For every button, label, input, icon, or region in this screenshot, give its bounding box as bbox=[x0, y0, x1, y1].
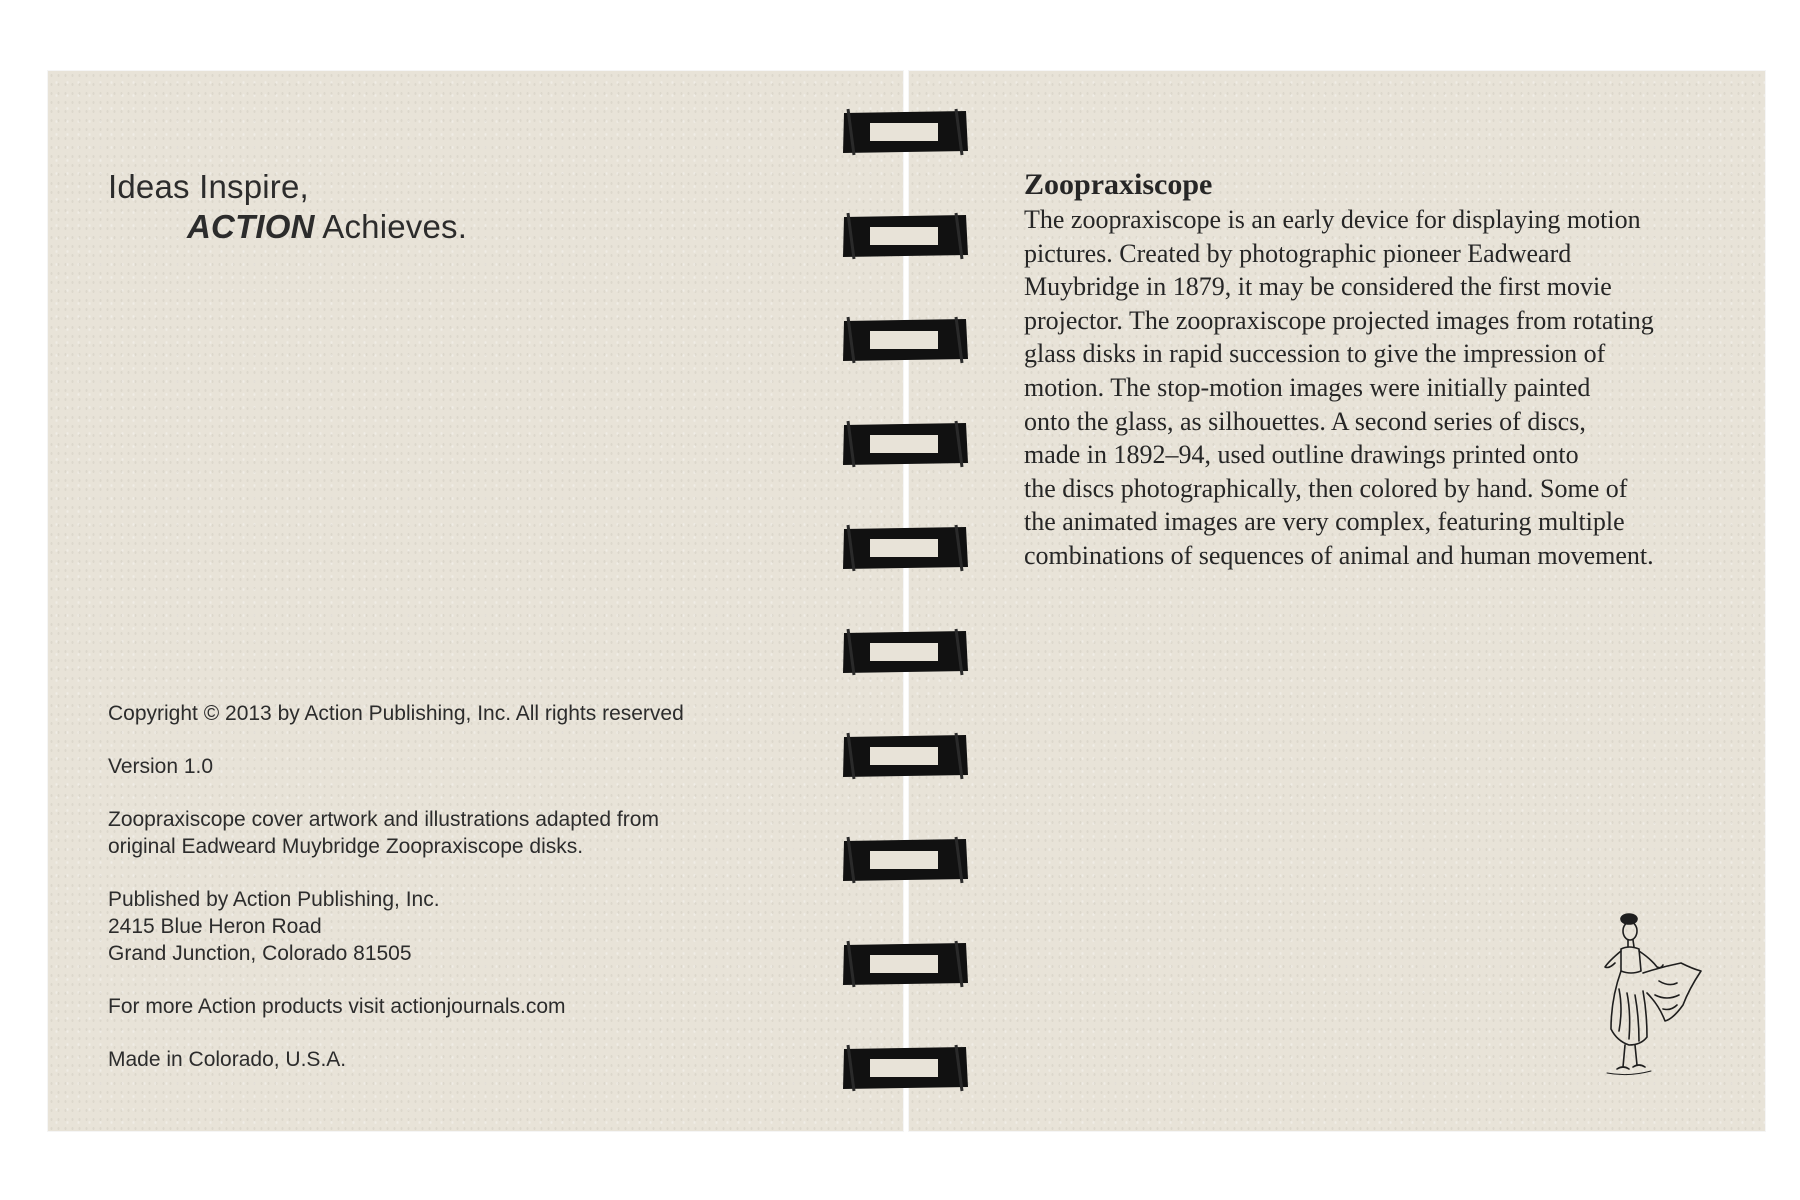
article-line: combinations of sequences of animal and human movement. bbox=[1024, 540, 1654, 570]
spiral-binding-ring-icon bbox=[840, 731, 970, 781]
version-notice bbox=[108, 753, 788, 780]
article-line: the animated images are very complex, featuring multiple bbox=[1024, 507, 1625, 537]
article-line: motion. The stop-motion images were initially painted bbox=[1024, 372, 1591, 402]
article-body bbox=[1024, 203, 1704, 573]
made-in bbox=[108, 1046, 788, 1073]
artwork-credit bbox=[108, 806, 788, 860]
spiral-binding bbox=[840, 0, 970, 1200]
spiral-binding-ring-icon bbox=[840, 835, 970, 885]
more-info bbox=[108, 993, 788, 1020]
article-line: projector. The zoopraxiscope projected images from rotating bbox=[1024, 305, 1654, 335]
spiral-binding-ring-icon bbox=[840, 107, 970, 157]
motto-line-1: Ideas Inspire, bbox=[108, 168, 309, 205]
article bbox=[1024, 167, 1704, 573]
article-line: pictures. Created by photographic pioneer Eadweard bbox=[1024, 238, 1572, 268]
article-title: Zoopraxiscope bbox=[1024, 168, 1213, 201]
motto-line-2-rest: Achieves. bbox=[314, 208, 468, 245]
left-page bbox=[48, 71, 903, 1131]
version-text: Version 1.0 bbox=[108, 755, 214, 778]
artwork-credit-line-1: Zoopraxiscope cover artwork and illustrations adapted from bbox=[108, 808, 659, 831]
address-city: Grand Junction, Colorado 81505 bbox=[108, 942, 412, 965]
publisher-address bbox=[108, 886, 788, 967]
publisher-name: Published by Action Publishing, Inc. bbox=[108, 888, 440, 911]
spiral-binding-ring-icon bbox=[840, 315, 970, 365]
article-line: made in 1892–94, used outline drawings printed onto bbox=[1024, 440, 1579, 470]
copyright-notice bbox=[108, 700, 788, 727]
address-street: 2415 Blue Heron Road bbox=[108, 915, 322, 938]
copyright-text: Copyright © 2013 by Action Publishing, Inc. All rights reserved bbox=[108, 702, 684, 725]
spiral-binding-ring-icon bbox=[840, 1043, 970, 1093]
article-line: Muybridge in 1879, it may be considered the first movie bbox=[1024, 272, 1612, 302]
motto-line-2 bbox=[108, 207, 467, 247]
motto bbox=[108, 167, 467, 247]
artwork-credit-line-2: original Eadweard Muybridge Zoopraxiscope disks. bbox=[108, 835, 584, 858]
article-line: The zoopraxiscope is an early device for displaying motion bbox=[1024, 205, 1641, 234]
made-in-text: Made in Colorado, U.S.A. bbox=[108, 1048, 347, 1071]
imprint bbox=[108, 700, 788, 1099]
article-line: glass disks in rapid succession to give the impression of bbox=[1024, 339, 1606, 369]
article-line: the discs photographically, then colored by hand. Some of bbox=[1024, 473, 1628, 503]
spiral-binding-ring-icon bbox=[840, 939, 970, 989]
spiral-binding-ring-icon bbox=[840, 627, 970, 677]
spiral-binding-ring-icon bbox=[840, 211, 970, 261]
spiral-binding-ring-icon bbox=[840, 523, 970, 573]
spiral-binding-ring-icon bbox=[840, 419, 970, 469]
article-line: onto the glass, as silhouettes. A second series of discs, bbox=[1024, 406, 1586, 436]
more-info-text: For more Action products visit actionjournals.com bbox=[108, 995, 566, 1018]
right-page bbox=[909, 71, 1765, 1131]
brand-name: ACTION bbox=[187, 208, 315, 245]
dancing-woman-illustration-icon bbox=[1589, 909, 1709, 1079]
